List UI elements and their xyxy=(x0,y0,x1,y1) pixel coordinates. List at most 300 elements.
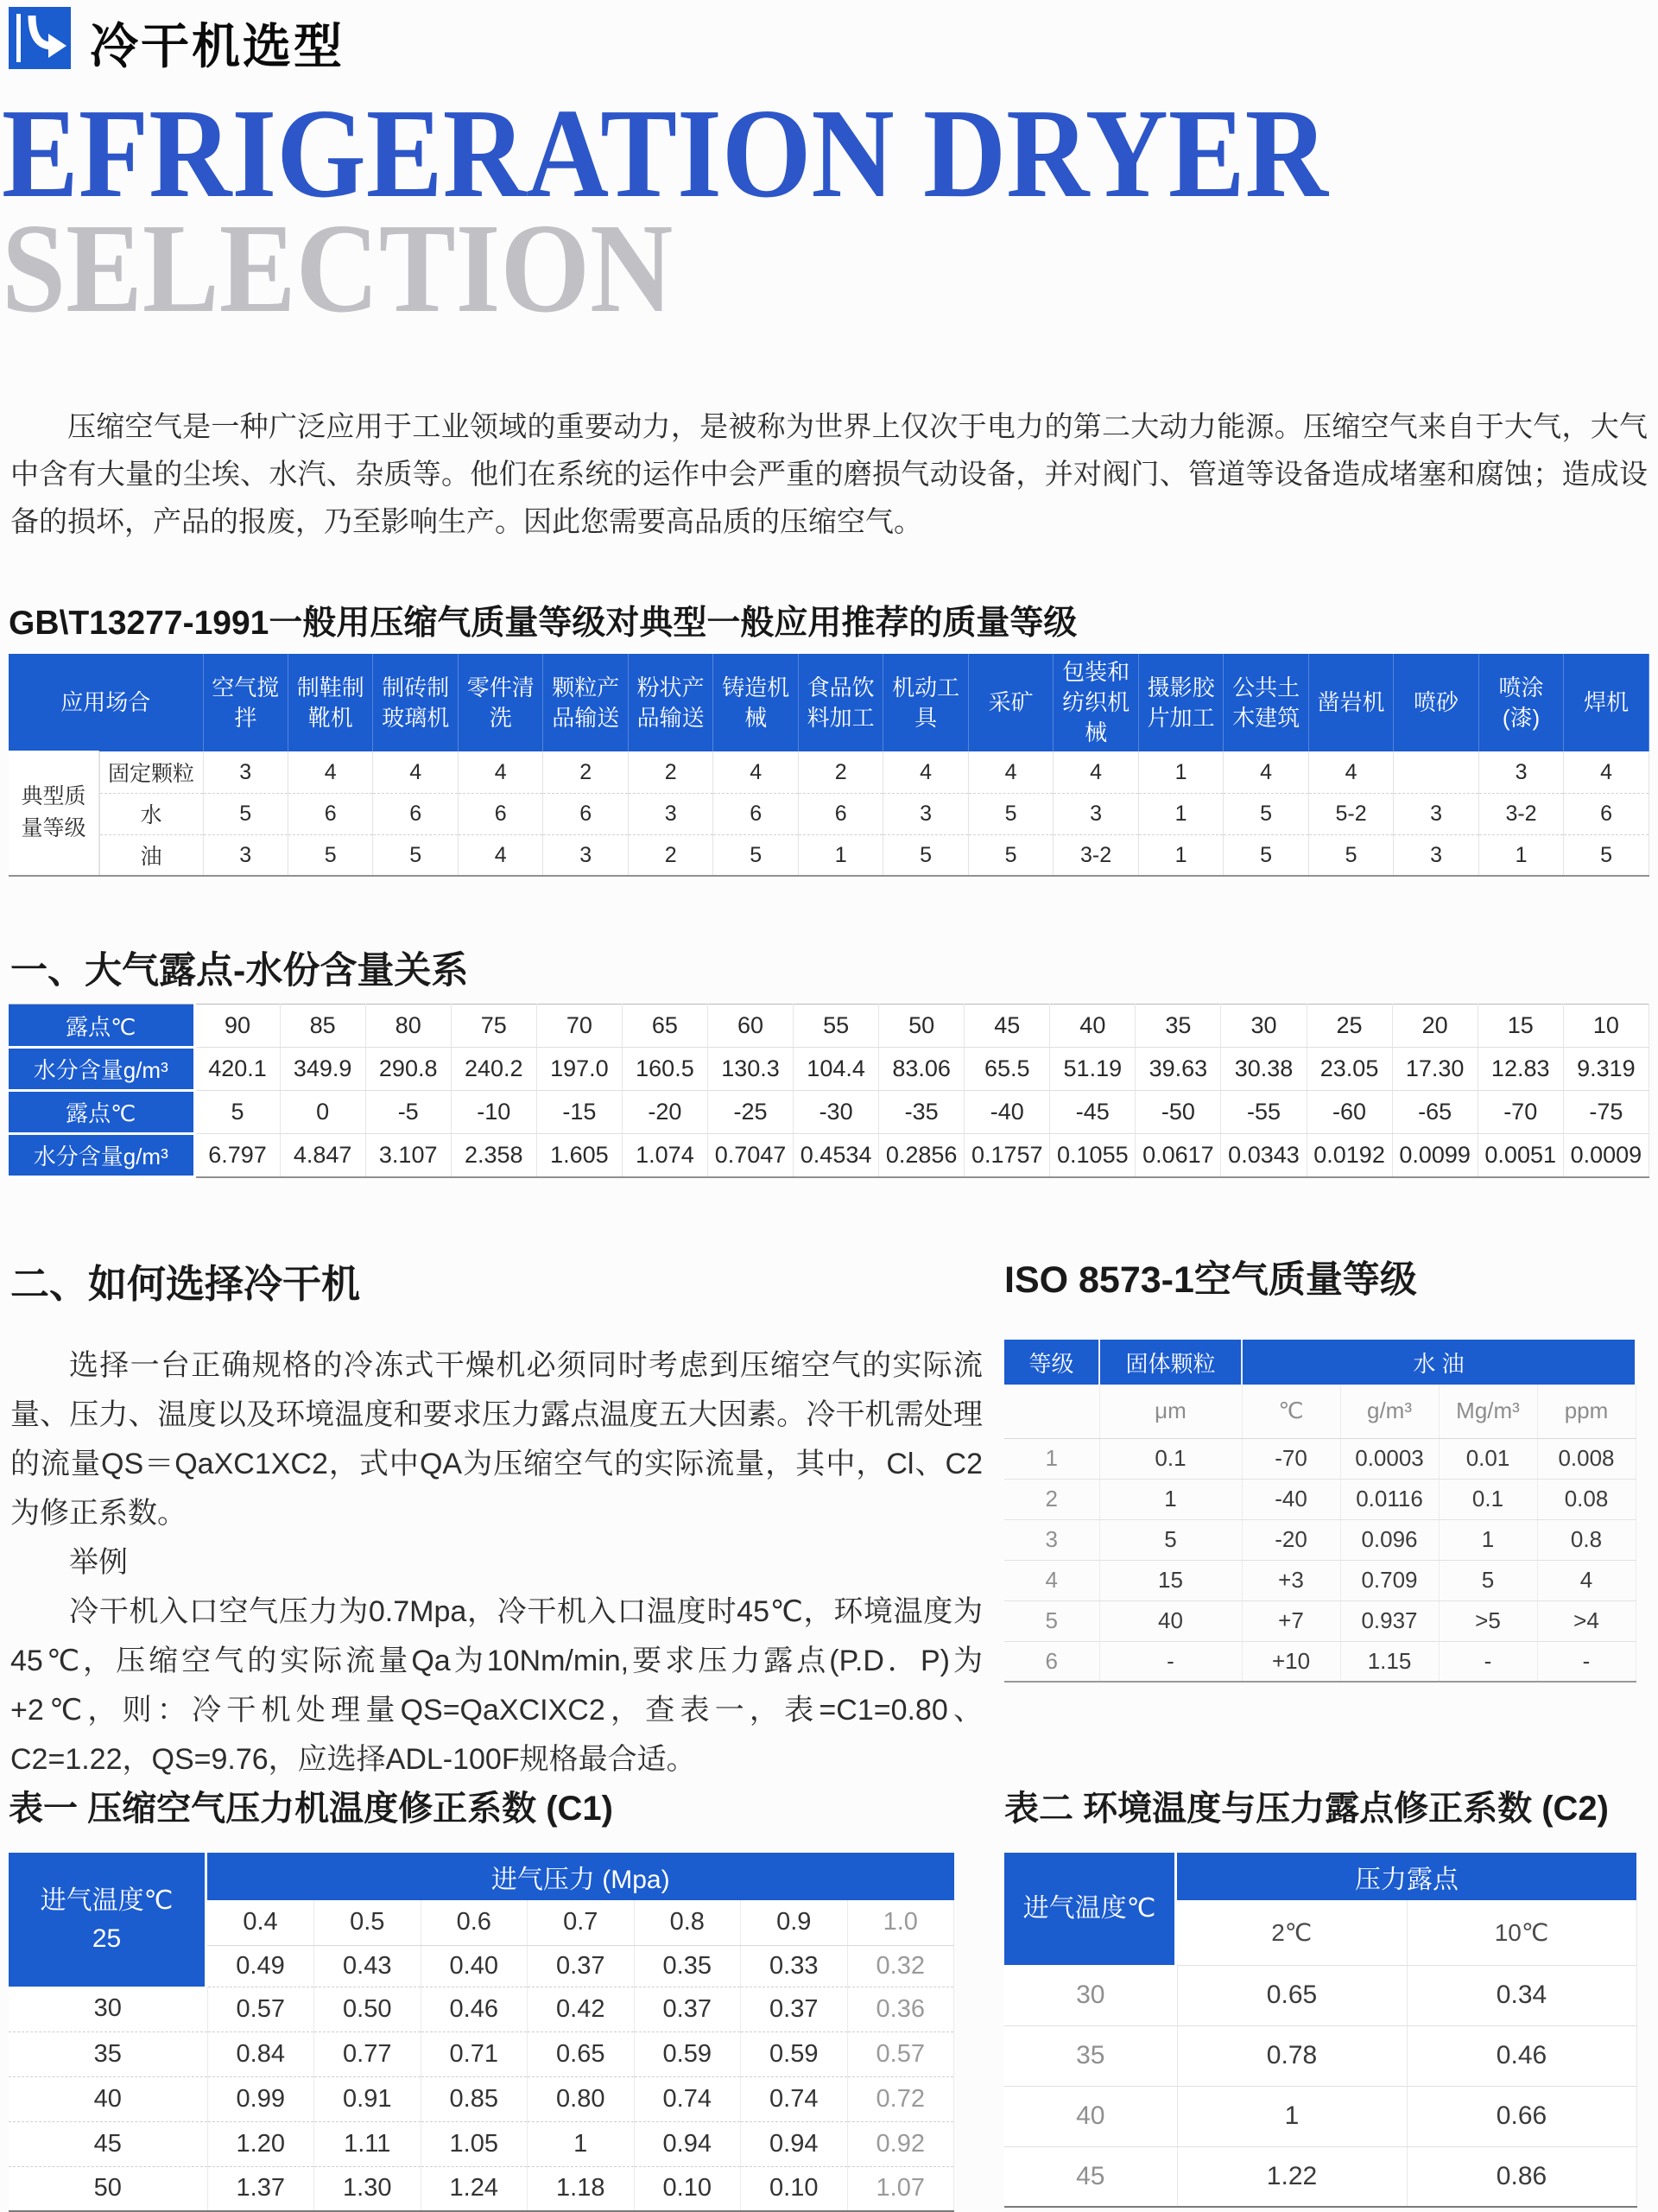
table-cell: 5 xyxy=(203,793,288,834)
table-cell: 6 xyxy=(288,793,373,834)
table-cell: 10 xyxy=(1563,1005,1649,1048)
table2-corner-label: 进气温度℃ xyxy=(1004,1853,1177,1965)
table-cell: 1.05 xyxy=(421,2121,528,2166)
table-cell: 0.2856 xyxy=(879,1134,965,1177)
intro-paragraph: 压缩空气是一种广泛应用于工业领域的重要动力，是被称为世界上仅次于电力的第二大动力能源。压缩空气来自于大气，大气中含有大量的尘埃、水汽、杂质等。他们在系统的运作中会严重的磨损气动设备，并对阀门、管道等设备造成堵塞和腐蚀；造成设备的损坏，产品的报废，乃至影响生产。因此您需要高品质的压缩空气。 xyxy=(10,410,1648,537)
table-row xyxy=(1004,1438,1636,1479)
table-row xyxy=(1004,2025,1636,2086)
table-cell: 3-2 xyxy=(1478,793,1563,834)
table-cell: 2 xyxy=(543,751,628,793)
table-cell: 0.40 xyxy=(421,1945,528,1987)
gb-column-header: 粉状产品输送 xyxy=(628,654,712,751)
table-cell: 30.38 xyxy=(1221,1048,1307,1091)
table-row xyxy=(9,1134,1649,1177)
iso-header-row xyxy=(1004,1340,1636,1385)
table-cell: 4 xyxy=(1004,1560,1099,1600)
table2-dewpoint-header: 压力露点 xyxy=(1177,1853,1636,1900)
table-cell: -70 xyxy=(1478,1091,1563,1134)
gb-column-header: 空气搅拌 xyxy=(203,654,288,751)
table-cell: 0.74 xyxy=(634,2076,741,2121)
table-row xyxy=(1004,1965,1636,2025)
pressure-cell: 0.8 xyxy=(634,1900,741,1945)
table-cell: 0.0343 xyxy=(1221,1134,1307,1177)
unit-cell: Mg/m³ xyxy=(1439,1385,1537,1438)
table-cell: 0.80 xyxy=(528,2076,635,2121)
table-cell: 4 xyxy=(883,751,968,793)
table-cell: 1 xyxy=(798,834,883,876)
table-row xyxy=(9,793,1649,834)
table-cell: 0.36 xyxy=(847,1987,954,2031)
table-cell: 3 xyxy=(1004,1519,1099,1560)
table-row xyxy=(1004,1600,1636,1641)
row-label: 露点℃ xyxy=(9,1091,194,1134)
iso-water-oil-header: 水 油 xyxy=(1242,1340,1636,1385)
table-cell: 39.63 xyxy=(1136,1048,1221,1091)
table1-section xyxy=(9,1781,954,2212)
table-cell: 0.84 xyxy=(207,2031,314,2076)
table-cell: 349.9 xyxy=(280,1048,365,1091)
table-row xyxy=(9,2121,954,2166)
table-cell: 6 xyxy=(713,793,798,834)
table-cell: 1.24 xyxy=(421,2166,528,2211)
row-label: 35 xyxy=(9,2031,207,2076)
table-cell: 3 xyxy=(1394,834,1478,876)
gb-header-row xyxy=(9,654,1649,751)
table-cell: 1.30 xyxy=(314,2166,421,2211)
table-cell: 5-2 xyxy=(1308,793,1393,834)
table-cell: -70 xyxy=(1242,1438,1340,1479)
table-cell: 0.46 xyxy=(421,1987,528,2031)
table-cell: 0.10 xyxy=(634,2166,741,2211)
table-cell: 1 xyxy=(1478,834,1563,876)
table-cell: 0.01 xyxy=(1439,1438,1537,1479)
table-cell: 75 xyxy=(451,1005,536,1048)
table-cell: 3 xyxy=(1394,793,1478,834)
title-english: EFRIGERATION DRYER xyxy=(2,83,1328,225)
table1-pressure-header: 进气压力 (Mpa) xyxy=(207,1853,954,1900)
unit-cell: g/m³ xyxy=(1340,1385,1439,1438)
table-cell: 3.107 xyxy=(365,1134,451,1177)
gb-column-header: 制鞋制靴机 xyxy=(288,654,373,751)
table-cell: 35 xyxy=(1136,1005,1221,1048)
table-cell: 420.1 xyxy=(194,1048,280,1091)
table-cell: 0.91 xyxy=(314,2076,421,2121)
table-row xyxy=(9,1987,954,2031)
table-cell: 70 xyxy=(536,1005,622,1048)
dewpoint-cell: 10℃ xyxy=(1407,1900,1636,1965)
table2-body xyxy=(1004,1965,1636,2207)
table-row xyxy=(9,1048,1649,1091)
table-cell: 4 xyxy=(458,834,542,876)
table-cell: 4 xyxy=(1224,751,1308,793)
table-cell: 3 xyxy=(628,793,712,834)
table-row xyxy=(9,1005,1649,1048)
iso-units-row xyxy=(1004,1385,1636,1438)
section2-paragraph2: 冷干机入口空气压力为0.7Mpa，冷干机入口温度时45℃，环境温度为45℃，压缩空气的实际流量Qa为10Nm/min,要求压力露点(P.D．P)为+2℃，则：冷干机处理量QS=QaXCIXC2，查表一，表=C1=0.80、C2=1.22，QS=9.76，应选择ADL-100F规格最合适。 xyxy=(10,1595,983,1776)
table-cell: 5 xyxy=(373,834,458,876)
table-cell: 0.57 xyxy=(847,2031,954,2076)
table-cell: 4 xyxy=(1054,751,1138,793)
table-cell: 1 xyxy=(528,2121,635,2166)
table2 xyxy=(1004,1853,1636,2208)
table-cell: 55 xyxy=(794,1005,879,1048)
table-cell: - xyxy=(1439,1641,1537,1682)
table-cell: 1 xyxy=(1004,1438,1099,1479)
table-cell: 9.319 xyxy=(1563,1048,1649,1091)
table-cell: 0 xyxy=(280,1091,365,1134)
table-cell: 0.1 xyxy=(1099,1438,1242,1479)
table-cell: - xyxy=(1099,1641,1242,1682)
iso-table-body xyxy=(1004,1438,1636,1682)
table-cell: +3 xyxy=(1242,1560,1340,1600)
table-cell: 40 xyxy=(1050,1005,1136,1048)
unit-cell: ppm xyxy=(1537,1385,1636,1438)
iso-table-title: ISO 8573-1空气质量等级 xyxy=(1004,1259,1417,1301)
table-cell: 0.99 xyxy=(207,2076,314,2121)
table-cell: -40 xyxy=(965,1091,1050,1134)
table-cell: -65 xyxy=(1392,1091,1478,1134)
table-cell: 5 xyxy=(883,834,968,876)
table-cell: 65.5 xyxy=(965,1048,1050,1091)
table-cell: -40 xyxy=(1242,1479,1340,1519)
table-cell: +7 xyxy=(1242,1600,1340,1641)
table-cell: 0.57 xyxy=(207,1987,314,2031)
table-cell: 1 xyxy=(1138,751,1223,793)
table-cell: 0.94 xyxy=(741,2121,848,2166)
table-cell: 5 xyxy=(1099,1519,1242,1560)
table-cell: 6 xyxy=(373,793,458,834)
table-cell: 90 xyxy=(194,1005,280,1048)
table-cell: 6 xyxy=(458,793,542,834)
gb-corner-cell: 应用场合 xyxy=(9,654,203,751)
table-cell: 0.74 xyxy=(741,2076,848,2121)
table-cell: 0.0617 xyxy=(1136,1134,1221,1177)
table-cell: 0.8 xyxy=(1537,1519,1636,1560)
table-cell: >5 xyxy=(1439,1600,1537,1641)
table-cell: 0.66 xyxy=(1407,2086,1636,2146)
table-cell: 1.18 xyxy=(528,2166,635,2211)
table-cell: 0.59 xyxy=(741,2031,848,2076)
table-row xyxy=(1004,1519,1636,1560)
table-cell: 4.847 xyxy=(280,1134,365,1177)
row-group-label: 典型质量等级 xyxy=(9,751,99,875)
table-cell: 5 xyxy=(713,834,798,876)
row-label: 水分含量g/m³ xyxy=(9,1134,194,1177)
table-cell: 80 xyxy=(365,1005,451,1048)
title-english-selection: SELECTION xyxy=(2,198,674,339)
unit-cell: ℃ xyxy=(1242,1385,1340,1438)
table-cell: 0.86 xyxy=(1407,2146,1636,2207)
table-cell: 0.71 xyxy=(421,2031,528,2076)
table-cell: 3-2 xyxy=(1054,834,1138,876)
table-row xyxy=(1004,2146,1636,2207)
table-cell: - xyxy=(1537,1641,1636,1682)
gb-table-body xyxy=(9,751,1649,876)
table-row xyxy=(1004,2086,1636,2146)
gb-column-header: 食品饮料加工 xyxy=(798,654,883,751)
row-label: 水 xyxy=(99,793,203,834)
gb-column-header: 凿岩机 xyxy=(1308,654,1393,751)
arrow-icon xyxy=(9,7,71,69)
table-cell: 20 xyxy=(1392,1005,1478,1048)
table-cell: 4 xyxy=(1564,751,1649,793)
table-cell: 1.37 xyxy=(207,2166,314,2211)
table-cell: 0.78 xyxy=(1177,2025,1407,2086)
gb-column-header: 颗粒产品输送 xyxy=(543,654,628,751)
row-label: 35 xyxy=(1004,2025,1177,2086)
table-cell: 3 xyxy=(543,834,628,876)
table-cell: 40 xyxy=(1099,1600,1242,1641)
table-cell: 6 xyxy=(1004,1641,1099,1682)
table-cell: 4 xyxy=(1308,751,1393,793)
table-cell: 0.10 xyxy=(741,2166,848,2211)
section2 xyxy=(10,1252,983,1784)
table-cell: 290.8 xyxy=(365,1048,451,1091)
table-cell: 4 xyxy=(968,751,1053,793)
table-cell: 0.65 xyxy=(528,2031,635,2076)
table-cell: 0.0116 xyxy=(1340,1479,1439,1519)
table-cell: 0.0099 xyxy=(1392,1134,1478,1177)
table-row xyxy=(9,751,1649,793)
table-cell: 0.35 xyxy=(634,1945,741,1987)
pressure-cell: 1.0 xyxy=(847,1900,954,1945)
table-cell: 0.37 xyxy=(741,1987,848,2031)
table-cell: 160.5 xyxy=(622,1048,707,1091)
row-label: 30 xyxy=(1004,1965,1177,2025)
table-cell: 0.77 xyxy=(314,2031,421,2076)
dewpoint-table-body xyxy=(9,1005,1649,1177)
table-cell: -10 xyxy=(451,1091,536,1134)
table-row xyxy=(1004,1560,1636,1600)
table-cell: 5 xyxy=(968,834,1053,876)
table-cell: 2 xyxy=(628,751,712,793)
row-label: 50 xyxy=(9,2166,207,2211)
table-cell: 3 xyxy=(203,834,288,876)
table-cell: 0.50 xyxy=(314,1987,421,2031)
table-cell: 4 xyxy=(288,751,373,793)
table-cell: 0.4534 xyxy=(794,1134,879,1177)
gb-column-header: 机动工具 xyxy=(883,654,968,751)
table-row xyxy=(9,2031,954,2076)
table-cell: 1 xyxy=(1177,2086,1407,2146)
table1 xyxy=(9,1853,954,2212)
table-cell: 60 xyxy=(707,1005,793,1048)
iso-table xyxy=(1004,1340,1636,1683)
table-cell: 0.33 xyxy=(741,1945,848,1987)
section2-example-label: 举例 xyxy=(69,1546,128,1579)
table-cell: -25 xyxy=(707,1091,793,1134)
table-cell: 1 xyxy=(1439,1519,1537,1560)
iso-solid-header: 固体颗粒 xyxy=(1099,1340,1242,1385)
table-cell: 6.797 xyxy=(194,1134,280,1177)
table-cell xyxy=(1394,751,1478,793)
table-cell: -30 xyxy=(794,1091,879,1134)
table-cell: -5 xyxy=(365,1091,451,1134)
table-row xyxy=(9,2076,954,2121)
row-label: 40 xyxy=(1004,2086,1177,2146)
table-cell: 0.0003 xyxy=(1340,1438,1439,1479)
table-cell: 0.08 xyxy=(1537,1479,1636,1519)
table-cell: 0.37 xyxy=(528,1945,635,1987)
table-cell: 0.46 xyxy=(1407,2025,1636,2086)
table-cell: -45 xyxy=(1050,1091,1136,1134)
table-cell: +10 xyxy=(1242,1641,1340,1682)
table-cell: 0.096 xyxy=(1340,1519,1439,1560)
gb-column-header: 制砖制玻璃机 xyxy=(373,654,458,751)
table-cell: 15 xyxy=(1478,1005,1563,1048)
table-cell: 240.2 xyxy=(451,1048,536,1091)
section1-title: 一、大气露点-水份含量关系 xyxy=(10,950,469,992)
table-cell: 3 xyxy=(883,793,968,834)
table-cell: 12.83 xyxy=(1478,1048,1563,1091)
gb-column-header: 喷砂 xyxy=(1394,654,1478,751)
table-cell: 6 xyxy=(543,793,628,834)
table-cell: 1.074 xyxy=(622,1134,707,1177)
table-cell: 1.22 xyxy=(1177,2146,1407,2207)
table-cell: 130.3 xyxy=(707,1048,793,1091)
table2-section xyxy=(1004,1781,1636,2208)
gb-column-header: 喷涂(漆) xyxy=(1478,654,1563,751)
table-cell: 3 xyxy=(1054,793,1138,834)
table-row xyxy=(9,2166,954,2211)
table-cell: 0.72 xyxy=(847,2076,954,2121)
table-cell: 0.85 xyxy=(421,2076,528,2121)
section2-title: 二、如何选择冷干机 xyxy=(10,1262,361,1306)
table-cell: 5 xyxy=(288,834,373,876)
table-cell: 0.7047 xyxy=(707,1134,793,1177)
table-cell: 15 xyxy=(1099,1560,1242,1600)
table-cell: 2 xyxy=(798,751,883,793)
table-cell: 85 xyxy=(280,1005,365,1048)
table-cell: 6 xyxy=(1564,793,1649,834)
table-cell: 0.709 xyxy=(1340,1560,1439,1600)
table-cell: 1.605 xyxy=(536,1134,622,1177)
table-cell: 25 xyxy=(1307,1005,1392,1048)
table-cell: 2 xyxy=(628,834,712,876)
table-cell: -55 xyxy=(1221,1091,1307,1134)
table-cell: 0.49 xyxy=(207,1945,314,1987)
pressure-cell: 0.7 xyxy=(528,1900,635,1945)
gb-column-header: 摄影胶片加工 xyxy=(1138,654,1223,751)
iso-table-body-units xyxy=(1004,1385,1636,1438)
table-cell: 1 xyxy=(1138,834,1223,876)
pressure-cell: 0.4 xyxy=(207,1900,314,1945)
table-cell: 2 xyxy=(1004,1479,1099,1519)
gb-column-header: 零件清洗 xyxy=(458,654,542,751)
table-cell: 5 xyxy=(1564,834,1649,876)
table-cell: 0.1055 xyxy=(1050,1134,1136,1177)
table-cell: 0.43 xyxy=(314,1945,421,1987)
table-cell: 0.37 xyxy=(634,1987,741,2031)
table-cell: -75 xyxy=(1563,1091,1649,1134)
unit-cell: μm xyxy=(1099,1385,1242,1438)
table1-corner-label xyxy=(9,1853,207,1987)
gb-table xyxy=(9,654,1649,877)
table-cell: 4 xyxy=(1537,1560,1636,1600)
table-cell: 1.15 xyxy=(1340,1641,1439,1682)
table-cell: 0.1757 xyxy=(965,1134,1050,1177)
table-cell: 0.1 xyxy=(1439,1479,1537,1519)
table-cell: 0.65 xyxy=(1177,1965,1407,2025)
pressure-cell: 0.6 xyxy=(421,1900,528,1945)
table-row xyxy=(9,834,1649,876)
table-cell: -15 xyxy=(536,1091,622,1134)
row-label: 水分含量g/m³ xyxy=(9,1048,194,1091)
row-label: 露点℃ xyxy=(9,1005,194,1048)
table-cell: 1 xyxy=(1099,1479,1242,1519)
pressure-cell: 0.5 xyxy=(314,1900,421,1945)
table-cell: 0.0192 xyxy=(1307,1134,1392,1177)
table-cell: 0.32 xyxy=(847,1945,954,1987)
gb-column-header: 焊机 xyxy=(1564,654,1649,751)
row-label: 30 xyxy=(9,1987,207,2031)
table-cell: 5 xyxy=(1004,1600,1099,1641)
table1-body xyxy=(9,1987,954,2211)
table-cell: 4 xyxy=(458,751,542,793)
iso-section xyxy=(1004,1251,1636,1683)
table-cell: 5 xyxy=(1224,834,1308,876)
row-label: 油 xyxy=(99,834,203,876)
gb-column-header: 采矿 xyxy=(968,654,1053,751)
table-cell: 0.0051 xyxy=(1478,1134,1563,1177)
table-cell: 4 xyxy=(373,751,458,793)
table-cell: >4 xyxy=(1537,1600,1636,1641)
table-cell: 30 xyxy=(1221,1005,1307,1048)
table-cell: 5 xyxy=(1439,1560,1537,1600)
table-cell: 0.937 xyxy=(1340,1600,1439,1641)
table-cell: 3 xyxy=(1478,751,1563,793)
table-cell: 0.0009 xyxy=(1563,1134,1649,1177)
table-cell: 0.008 xyxy=(1537,1438,1636,1479)
row-label: 45 xyxy=(1004,2146,1177,2207)
table-cell: 3 xyxy=(203,751,288,793)
empty-cell xyxy=(1004,1385,1099,1438)
table-row xyxy=(9,1091,1649,1134)
table-cell: 0.42 xyxy=(528,1987,635,2031)
table-cell: -50 xyxy=(1136,1091,1221,1134)
gb-column-header: 铸造机械 xyxy=(713,654,798,751)
gb-column-header: 包装和纺织机械 xyxy=(1054,654,1138,751)
table-cell: -20 xyxy=(622,1091,707,1134)
table-cell: -35 xyxy=(879,1091,965,1134)
dewpoint-table xyxy=(9,1004,1649,1178)
table-cell: 104.4 xyxy=(794,1048,879,1091)
table-cell: 1.11 xyxy=(314,2121,421,2166)
table-cell: 0.92 xyxy=(847,2121,954,2166)
table-cell: 0.59 xyxy=(634,2031,741,2076)
table-cell: 1.07 xyxy=(847,2166,954,2211)
row-label: 45 xyxy=(9,2121,207,2166)
table-row xyxy=(1004,1479,1636,1519)
table-cell: 17.30 xyxy=(1392,1048,1478,1091)
gb-table-title: GB\T13277-1991一般用压缩气质量等级对典型一般应用推荐的质量等级 xyxy=(9,605,1078,642)
table-cell: 83.06 xyxy=(879,1048,965,1091)
corner-line1: 进气温度℃ xyxy=(40,1886,174,1915)
row-label: 固定颗粒 xyxy=(99,751,203,793)
corner-line2: 25 xyxy=(92,1924,122,1953)
table-cell: -60 xyxy=(1307,1091,1392,1134)
iso-grade-header: 等级 xyxy=(1004,1340,1099,1385)
table-cell: 0.94 xyxy=(634,2121,741,2166)
table-row xyxy=(1004,1641,1636,1682)
table-cell: 1.20 xyxy=(207,2121,314,2166)
dewpoint-cell: 2℃ xyxy=(1177,1900,1407,1965)
gb-column-header: 公共土木建筑 xyxy=(1224,654,1308,751)
table-cell: 197.0 xyxy=(536,1048,622,1091)
table-cell: 5 xyxy=(968,793,1053,834)
table-cell: 45 xyxy=(965,1005,1050,1048)
table-cell: 23.05 xyxy=(1307,1048,1392,1091)
